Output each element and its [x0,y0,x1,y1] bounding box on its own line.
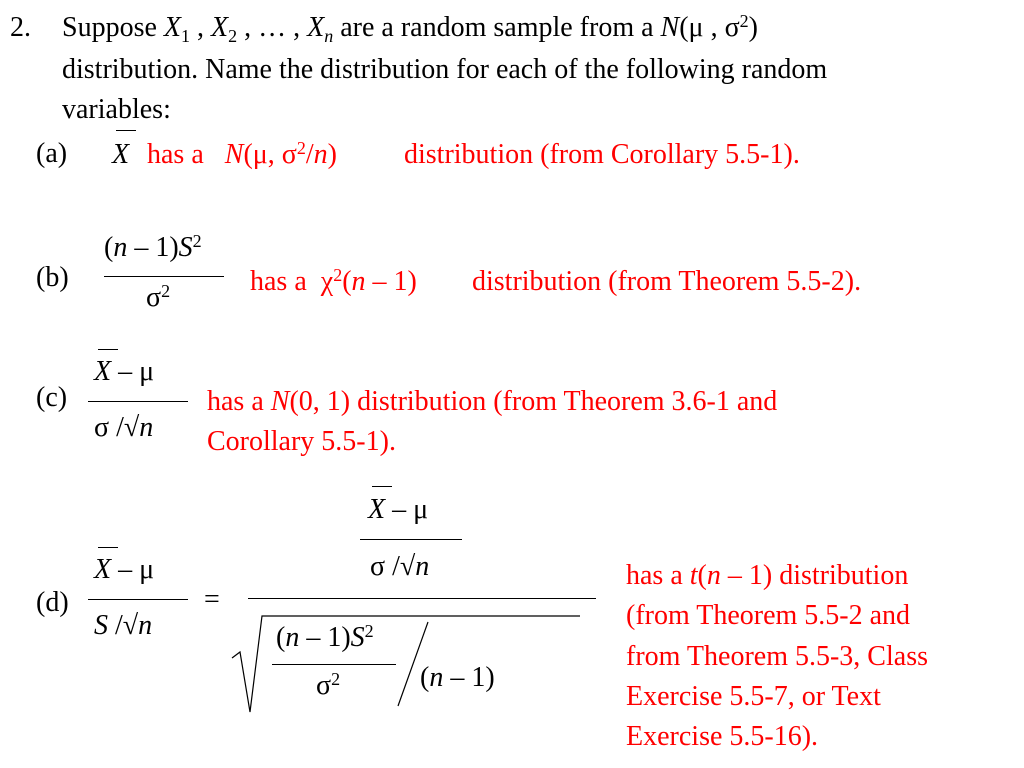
part-d-lhs-denominator: S /√n [94,610,153,641]
part-a-description: distribution (from Corollary 5.5-1). [404,139,800,170]
part-d-rhs-top-denominator: σ /√n [370,551,430,582]
square-sup: 2 [739,11,749,31]
part-c-denominator: σ /√n [94,412,154,443]
normal-symbol: N [224,139,244,170]
dist-params: (μ, σ [243,139,297,170]
chi-symbol: χ [320,266,334,297]
suppose-word: Suppose [62,12,157,43]
part-d-rhs-inner-fraction-bar [272,664,396,665]
has-a-text: has a [147,139,204,170]
n-variable: n [313,139,328,170]
part-d-label: (d) [36,587,69,618]
part-d-lhs-fraction-bar [88,599,188,600]
comma: , [244,12,252,43]
ellipsis: … [258,12,287,43]
part-d-rhs-inner-denominator: $\sigma^2$ [316,669,341,701]
part-d-rhs-divisor: (n – 1) [420,662,495,693]
subscript-n: n [324,26,334,46]
part-d-description-line-3: from Theorem 5.5-3, Class [626,641,928,672]
subscript-2: 2 [228,26,238,46]
part-d-rhs-inner-numerator: $(n - 1)S^2$ [276,621,374,653]
part-a-overbar [116,130,136,131]
part-d-description-line-4: Exercise 5.5-7, or Text [626,681,881,712]
part-d-description-line-5: Exercise 5.5-16). [626,721,819,752]
normal-params: (μ , σ [679,12,740,43]
part-b-description: distribution (from Theorem 5.5-2). [472,266,862,297]
problem-line-1 [62,11,758,46]
problem-number: 2. [10,12,31,43]
x-variable: X [211,12,229,43]
x-variable: X [307,12,325,43]
slash: / [305,139,314,170]
part-a-statement [147,138,337,170]
part-b-label: (b) [36,262,69,293]
normal-symbol: N [660,12,680,43]
part-b-numerator: $(n - 1)S^2$ [104,231,202,263]
part-c-numerator: X – μ [94,356,155,387]
part-b-fraction-bar [104,276,224,277]
subscript-1: 1 [181,26,191,46]
part-c-label: (c) [36,382,68,413]
part-d-main-fraction-bar [248,598,596,599]
part-d-rhs-top-overbar [372,486,392,487]
comma: , [293,12,301,43]
part-d-lhs-numerator: X – μ [94,554,155,585]
part-d-rhs-top-fraction-bar [360,539,462,540]
line1-middle-text: are a random sample from a [340,12,654,43]
comma: , [197,12,205,43]
x-variable: X [163,12,182,43]
part-c-description-line-2: Corollary 5.5-1). [207,426,396,457]
part-a-label: (a) [36,138,68,169]
part-d-description-line-1: has a t(n – 1) distribution [626,560,909,591]
equals-sign: = [204,584,220,615]
part-d-rhs-top-numerator: X – μ [368,494,429,525]
close-paren: ) [327,139,337,170]
part-b-denominator: $\sigma^2$ [146,281,171,313]
problem-line-2: distribution. Name the distribution for each of the following random [62,54,828,85]
part-c-fraction-bar [88,401,188,402]
problem-line-3: variables: [62,94,171,125]
part-d-description-line-2: (from Theorem 5.5-2 and [626,600,911,631]
close-paren: ) [748,12,758,43]
square-sup: 2 [296,138,306,158]
part-c-overbar [98,349,118,350]
part-a-xbar: X [112,139,130,170]
part-c-statement: has a N(0, 1) distribution (from Theorem 3.6-1 and [207,386,778,417]
part-d-lhs-overbar [98,547,118,548]
part-b-statement: has a $\chi^2(n - 1)$ [250,265,417,297]
